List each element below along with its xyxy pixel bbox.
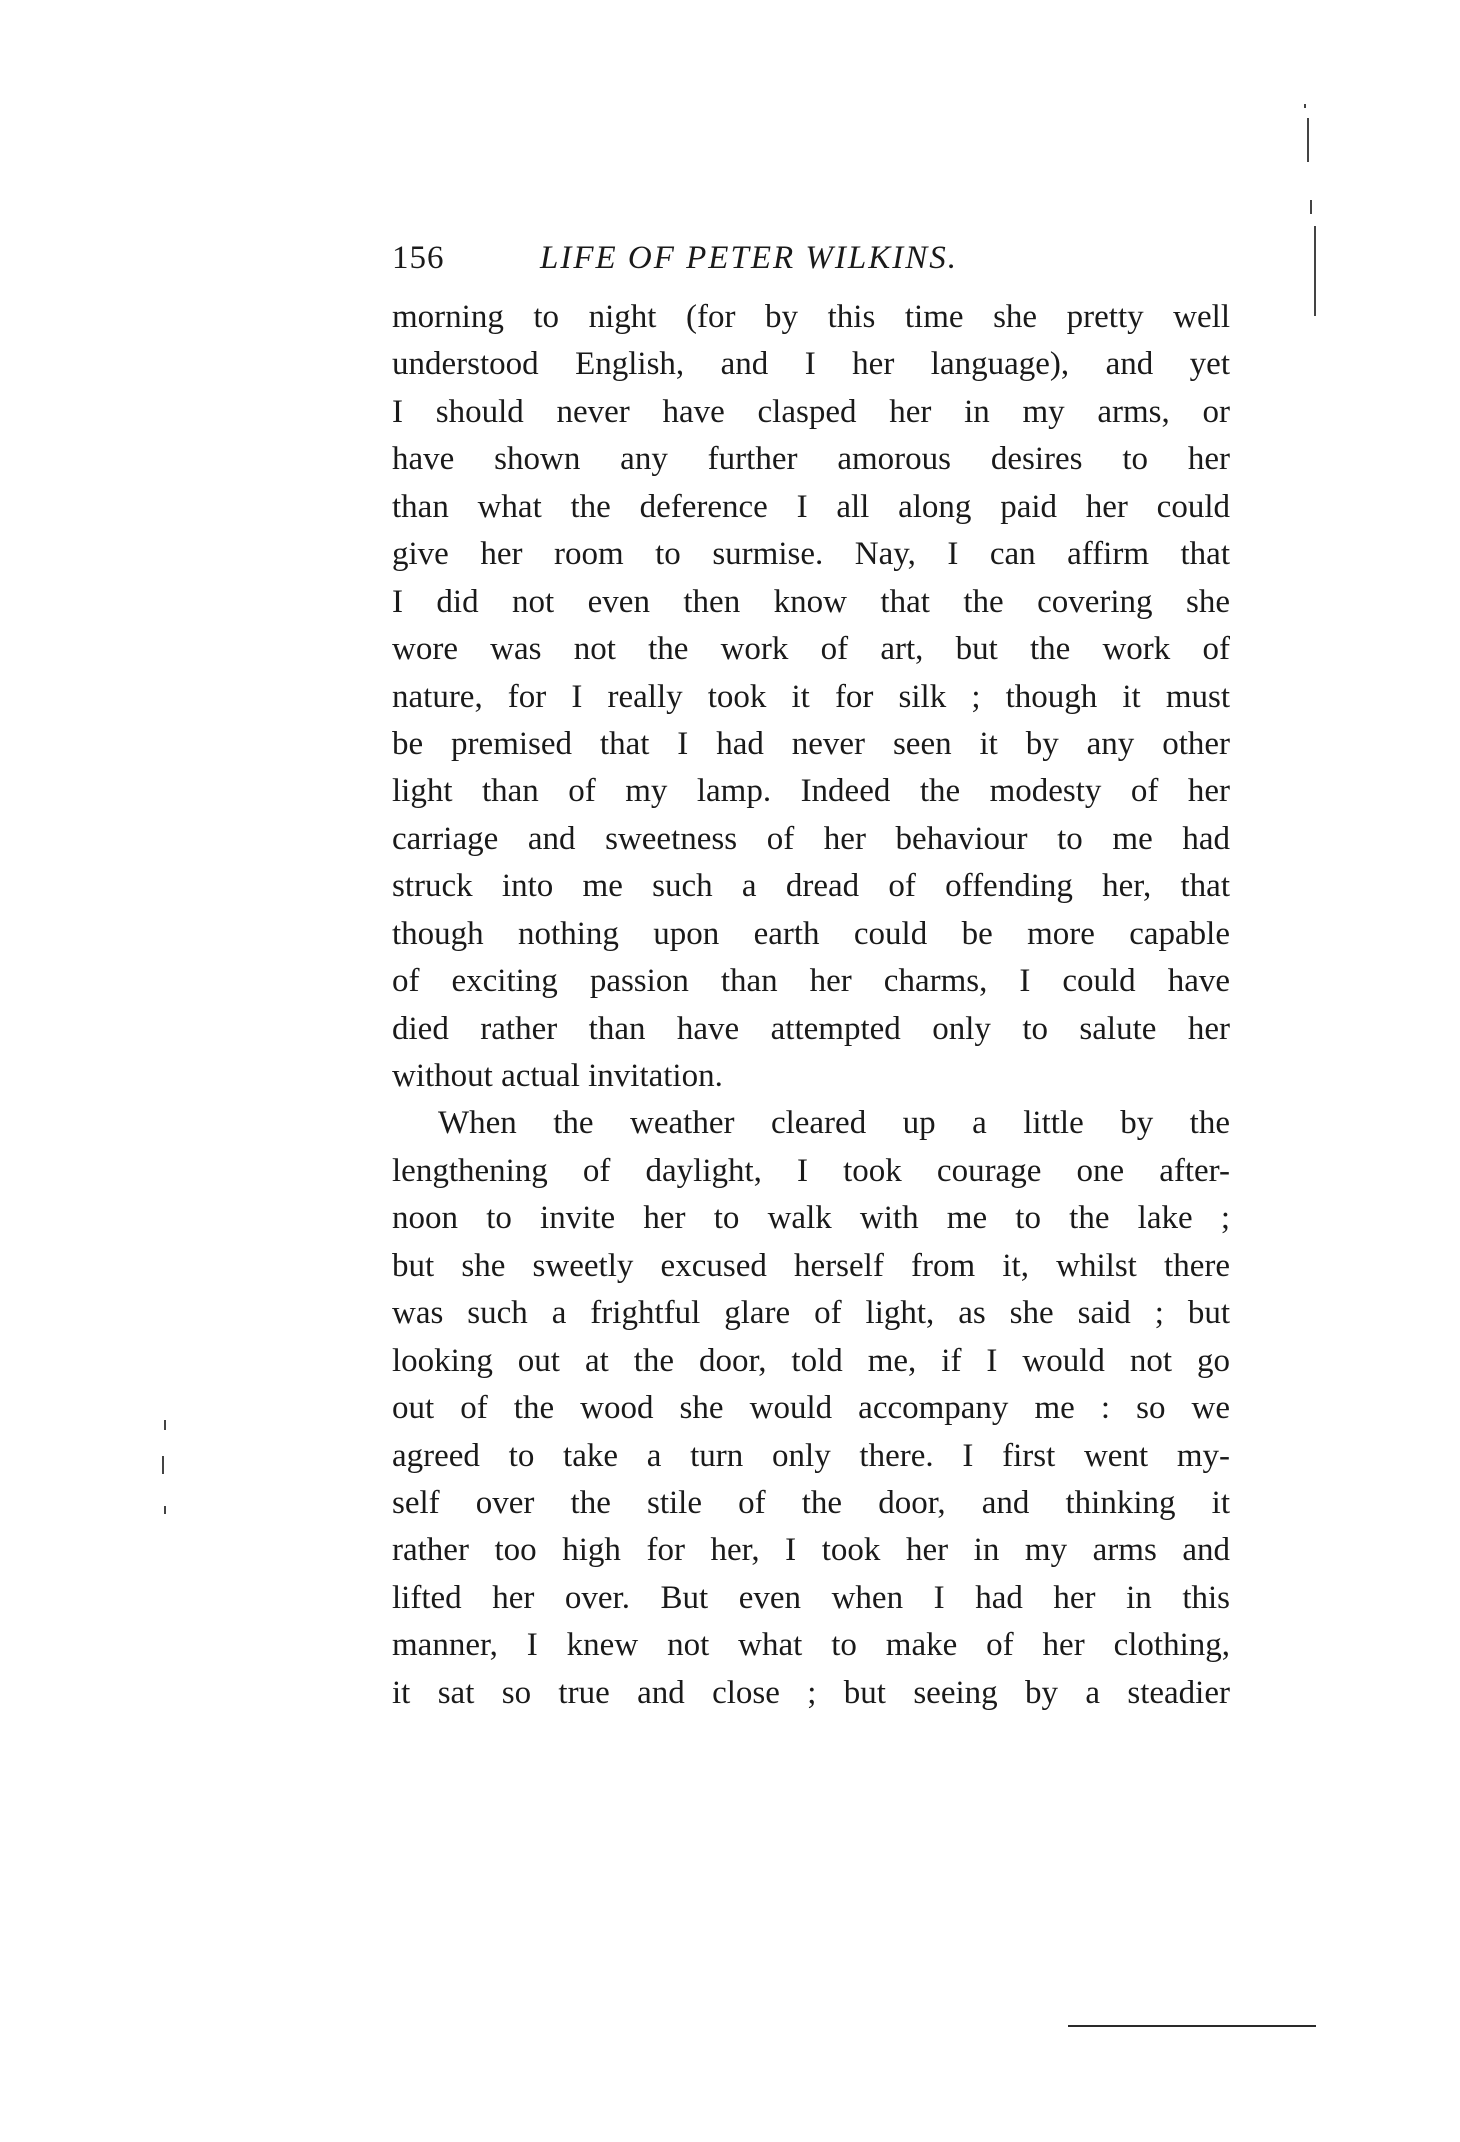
- text-line: understood English, and I her language), and yet: [392, 346, 1230, 383]
- body-text: [392, 294, 1230, 1717]
- text-line: of exciting passion than her charms, I could have: [392, 963, 1230, 1000]
- bottom-rule: [1068, 2025, 1316, 2027]
- text-line: have shown any further amorous desires to her: [392, 441, 1230, 478]
- text-line: rather too high for her, I took her in my arms and: [392, 1532, 1230, 1569]
- scan-mark: [1304, 104, 1306, 108]
- text-line: struck into me such a dread of offending her, that: [392, 868, 1230, 905]
- text-line: lengthening of daylight, I took courage one after-: [392, 1152, 1230, 1189]
- text-line: without actual invitation.: [392, 1058, 723, 1094]
- scan-mark: [1314, 226, 1316, 316]
- text-line: though nothing upon earth could be more capable: [392, 915, 1230, 952]
- text-line: died rather than have attempted only to salute her: [392, 1010, 1230, 1047]
- paragraph-1: [392, 294, 1230, 1100]
- scan-mark: [162, 1456, 164, 1474]
- page-number: 156: [392, 240, 445, 276]
- text-line: was such a frightful glare of light, as she said ; but: [392, 1295, 1230, 1332]
- text-line: When the weather cleared up a little by the: [438, 1105, 1230, 1142]
- text-line: light than of my lamp. Indeed the modesty of her: [392, 773, 1230, 810]
- scan-mark: [1310, 200, 1312, 214]
- scan-mark: [164, 1420, 166, 1430]
- running-title: LIFE OF PETER WILKINS.: [540, 240, 958, 276]
- paragraph-2: [392, 1100, 1230, 1717]
- text-line: but she sweetly excused herself from it, whilst there: [392, 1247, 1230, 1284]
- text-line: out of the wood she would accompany me : so we: [392, 1390, 1230, 1427]
- text-line: than what the deference I all along paid her could: [392, 488, 1230, 525]
- text-line: be premised that I had never seen it by any other: [392, 725, 1230, 762]
- text-line: wore was not the work of art, but the work of: [392, 631, 1230, 668]
- text-line: agreed to take a turn only there. I first went my-: [392, 1437, 1230, 1474]
- text-line: I did not even then know that the covering she: [392, 583, 1230, 620]
- text-line: noon to invite her to walk with me to the lake ;: [392, 1200, 1230, 1237]
- text-line: morning to night (for by this time she pretty well: [392, 299, 1230, 335]
- text-line: it sat so true and close ; but seeing by a steadier: [392, 1674, 1230, 1711]
- text-line: carriage and sweetness of her behaviour to me had: [392, 820, 1230, 857]
- text-line: give her room to surmise. Nay, I can affirm that: [392, 536, 1230, 573]
- scan-mark: [164, 1506, 166, 1514]
- text-line: manner, I knew not what to make of her clothing,: [392, 1627, 1230, 1664]
- text-line: I should never have clasped her in my arms, or: [392, 393, 1230, 430]
- text-line: looking out at the door, told me, if I would not go: [392, 1342, 1230, 1379]
- page-header: [392, 240, 1232, 290]
- scan-mark: [1307, 118, 1309, 162]
- text-line: lifted her over. But even when I had her in this: [392, 1579, 1230, 1616]
- text-line: self over the stile of the door, and thinking it: [392, 1484, 1230, 1521]
- text-line: nature, for I really took it for silk ; though it must: [392, 678, 1230, 715]
